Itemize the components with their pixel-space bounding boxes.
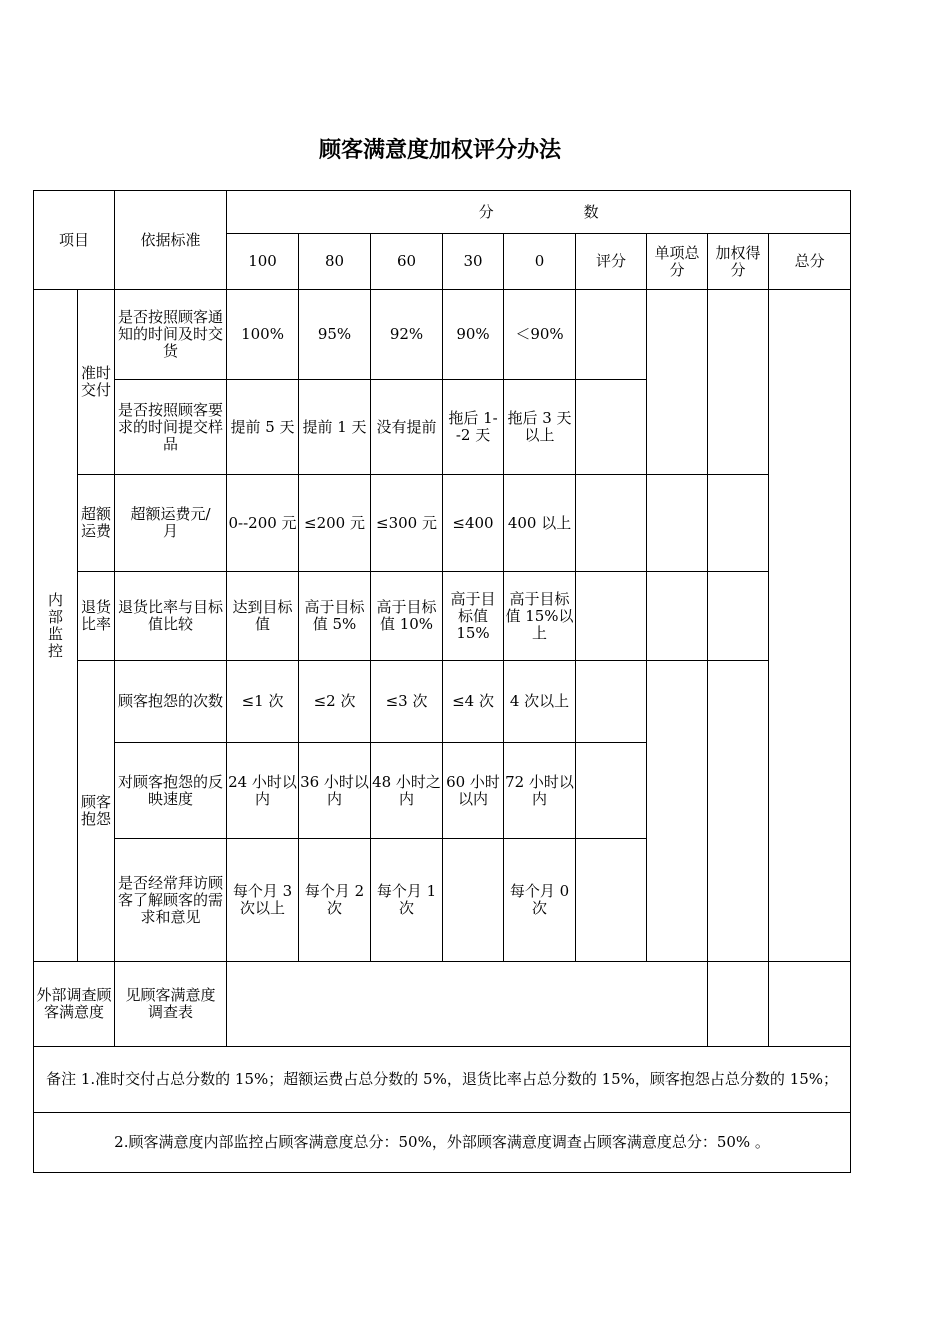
criterion-cell: 顾客抱怨的次数 [115,661,227,743]
value-cell: 每个月 0 次 [504,839,576,962]
value-cell: 没有提前 [371,380,443,475]
value-cell: 高于目标值 10% [371,572,443,661]
value-cell: 提前 1 天 [299,380,371,475]
header-row-1 [34,191,851,234]
note-row [34,1047,851,1113]
value-cell: 60 小时以内 [443,743,504,839]
criterion-cell: 见顾客满意度调查表 [115,962,227,1047]
page-title: 顾客满意度加权评分办法 [318,138,561,163]
header-total: 总分 [769,234,851,290]
weighted-cell [708,661,769,962]
header-score-group: 分 数 [227,191,851,234]
value-cell [443,839,504,962]
group-external: 外部调查顾客满意度 [34,962,115,1047]
value-cell: ≤4 次 [443,661,504,743]
value-cell: 72 小时以内 [504,743,576,839]
value-cell: 36 小时以内 [299,743,371,839]
weighted-cell [708,962,769,1047]
header-score-30: 30 [443,234,504,290]
criterion-cell: 是否按照顾客要求的时间提交样品 [115,380,227,475]
value-cell: 92% [371,290,443,380]
header-score-0: 0 [504,234,576,290]
header-rating: 评分 [576,234,647,290]
value-cell: 每个月 1 次 [371,839,443,962]
note-2: 2.顾客满意度内部监控占顾客满意度总分：50%，外部顾客满意度调查占顾客满意度总分：50% 。 [34,1113,851,1173]
rating-cell [576,839,647,962]
value-cell: 95% [299,290,371,380]
value-cell: 48 小时之内 [371,743,443,839]
criterion-cell: 是否按照顾客通知的时间及时交货 [115,290,227,380]
value-cell: ≤1 次 [227,661,299,743]
value-cell: 达到目标值 [227,572,299,661]
value-cell: 每个月 2 次 [299,839,371,962]
value-cell: 提前 5 天 [227,380,299,475]
note-row [34,1113,851,1173]
external-merged-cell [227,962,708,1047]
weighted-cell [708,290,769,475]
group-freight: 超额运费 [78,475,115,572]
weighted-cell [708,572,769,661]
table-row [34,661,851,743]
rating-cell [576,290,647,380]
weighted-cell [708,475,769,572]
scoring-table [33,190,851,1173]
value-cell: 高于目标值 15% [443,572,504,661]
value-cell: 每个月 3 次以上 [227,839,299,962]
criterion-cell: 是否经常拜访顾客了解顾客的需求和意见 [115,839,227,962]
total-cell [769,962,851,1047]
value-cell: 0--200 元 [227,475,299,572]
value-cell: ≤400 [443,475,504,572]
note-1: 备注 1.准时交付占总分数的 15%；超额运费占总分数的 5%，退货比率占总分数的 15%，顾客抱怨占总分数的 15%； [34,1047,851,1113]
rating-cell [576,743,647,839]
item-total-cell [647,572,708,661]
value-cell: 24 小时以内 [227,743,299,839]
criterion-cell: 超额运费元/月 [115,475,227,572]
table-row [34,962,851,1047]
criterion-cell: 对顾客抱怨的反映速度 [115,743,227,839]
rating-cell [576,475,647,572]
item-total-cell [647,475,708,572]
value-cell: 拖后 1--2 天 [443,380,504,475]
value-cell: 100% [227,290,299,380]
value-cell: 高于目标值 5% [299,572,371,661]
table-row [34,290,851,380]
item-total-cell [647,661,708,962]
value-cell: 拖后 3 天以上 [504,380,576,475]
item-total-cell [647,290,708,475]
value-cell: ≤2 次 [299,661,371,743]
header-score-60: 60 [371,234,443,290]
rating-cell [576,572,647,661]
total-cell [769,290,851,962]
header-score-100: 100 [227,234,299,290]
group-complaint: 顾客抱怨 [78,661,115,962]
value-cell: ≤3 次 [371,661,443,743]
value-cell: ≤200 元 [299,475,371,572]
value-cell: 400 以上 [504,475,576,572]
header-score-80: 80 [299,234,371,290]
table-row [34,572,851,661]
header-weighted: 加权得分 [708,234,769,290]
header-standard: 依据标准 [115,191,227,290]
group-internal: 内部监控 [34,290,78,962]
value-cell: ＜90% [504,290,576,380]
criterion-cell: 退货比率与目标值比较 [115,572,227,661]
rating-cell [576,380,647,475]
header-item-total: 单项总分 [647,234,708,290]
rating-cell [576,661,647,743]
table-row [34,475,851,572]
value-cell: 4 次以上 [504,661,576,743]
value-cell: 90% [443,290,504,380]
group-return: 退货比率 [78,572,115,661]
value-cell: ≤300 元 [371,475,443,572]
header-item: 项目 [34,191,115,290]
group-ontime: 准时交付 [78,290,115,475]
value-cell: 高于目标值 15%以上 [504,572,576,661]
